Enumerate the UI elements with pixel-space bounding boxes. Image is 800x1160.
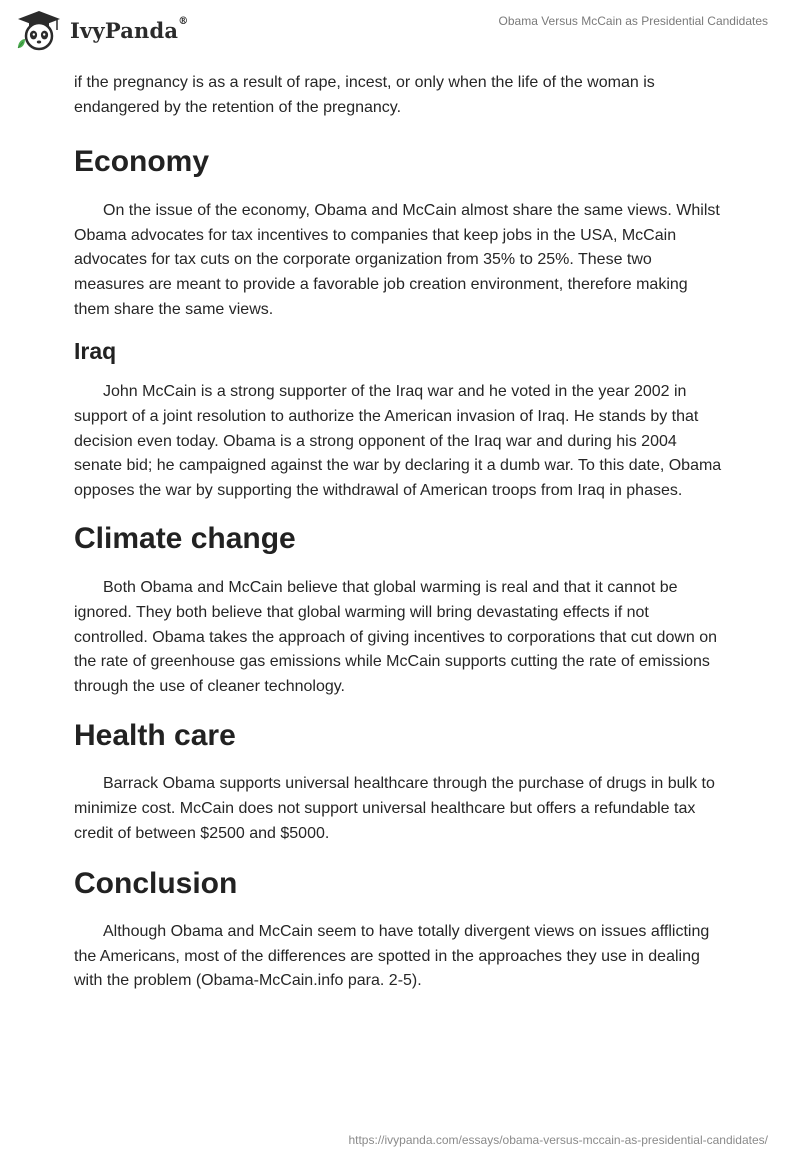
document-title: Obama Versus McCain as Presidential Candidates: [498, 14, 768, 28]
intro-paragraph: if the pregnancy is as a result of rape, incest, or only when the life of the woman is endangered by the retention of the pregnancy.: [74, 74, 655, 116]
heading-economy: Economy: [74, 145, 210, 179]
heading-conclusion: Conclusion: [74, 867, 238, 901]
paragraph-conclusion: Although Obama and McCain seem to have totally divergent views on issues afflicting the Americans, most of the differences are spotted in the approaches they use in dealing with the problem (Obama-McCain.info para. 2-5).: [74, 923, 710, 990]
heading-iraq: Iraq: [74, 338, 117, 365]
paragraph-iraq: John McCain is a strong supporter of the Iraq war and he voted in the year 2002 in support of a joint resolution to authorize the American invasion of Iraq. He stands by that decision even today. Obama is a strong opponent of the Iraq war and during his 2004 senate bid; he campaigned against the war by declaring it a dumb war. To this date, Obama opposes the war by supporting the withdrawal of American troops from Iraq in phases.: [74, 383, 722, 499]
heading-health-care: Health care: [74, 719, 236, 753]
page-header: [0, 0, 800, 66]
registered-mark: ®: [178, 15, 189, 27]
paragraph-economy: On the issue of the economy, Obama and McCain almost share the same views. Whilst Obama advocates for tax incentives to companies that keep jobs in the USA, McCain advocates for tax cuts on the corporate organization from 35% to 25%. These two measures are meant to provide a favorable job creation environment, therefore making them share the same views.: [74, 202, 720, 318]
source-url[interactable]: https://ivypanda.com/essays/obama-versus-mccain-as-presidential-candidates/: [348, 1133, 768, 1147]
paragraph-health-care: Barrack Obama supports universal healthcare through the purchase of drugs in bulk to minimize cost. McCain does not support universal healthcare but offers a refundable tax credit of between $2500 and $5000.: [74, 775, 715, 842]
paragraph-climate-change: Both Obama and McCain believe that global warming is real and that it cannot be ignored. They both believe that global warming will bring devastating effects if not controlled. Obama takes the approach of giving incentives to corporations that cut down on the rate of greenhouse gas emissions while McCain supports cutting the rate of emissions through the use of cleaner technology.: [74, 579, 718, 695]
panda-graduate-icon: [14, 8, 64, 52]
ivypanda-logo[interactable]: [14, 8, 188, 52]
essay-body: [74, 71, 726, 994]
heading-climate-change: Climate change: [74, 522, 296, 556]
brand-name: IvyPanda®: [70, 15, 189, 43]
